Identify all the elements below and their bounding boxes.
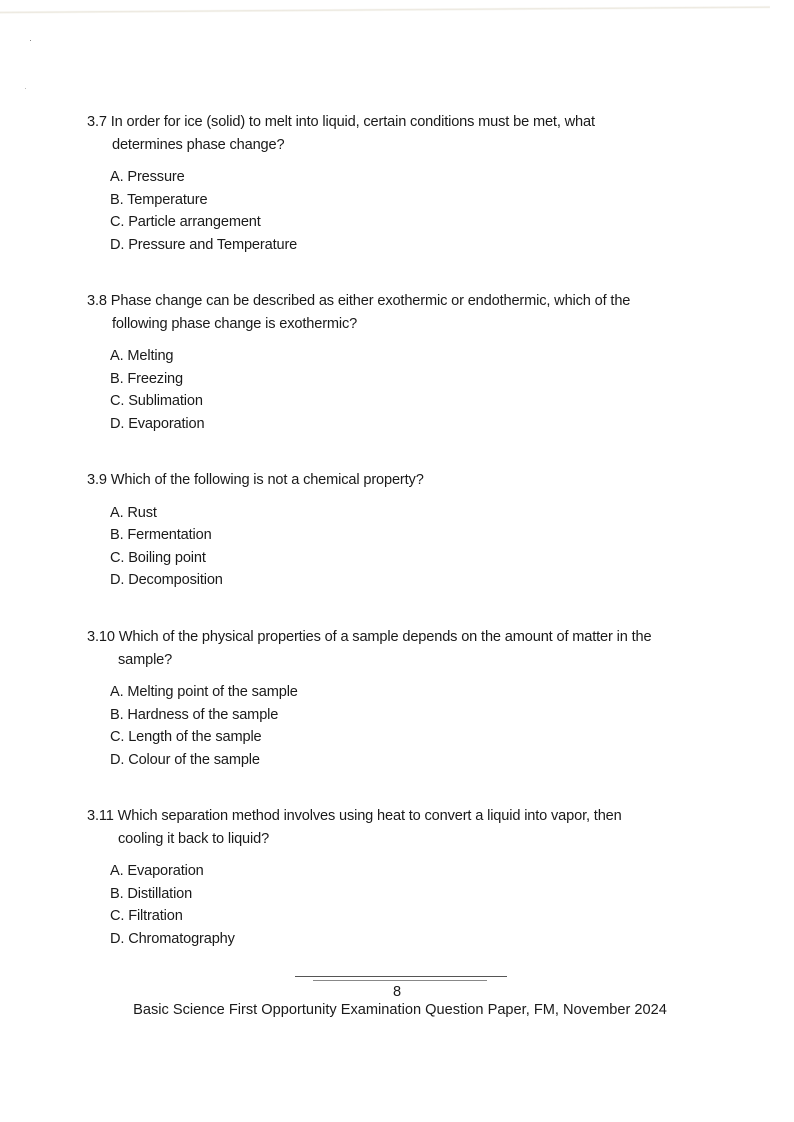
question-number: 3.8 bbox=[87, 293, 107, 309]
scan-edge-artifact bbox=[0, 6, 770, 14]
option-d: D. Decomposition bbox=[110, 572, 223, 589]
answer-options bbox=[110, 166, 595, 256]
question-number: 3.11 bbox=[87, 808, 114, 824]
question-stem-continued: determines phase change? bbox=[112, 136, 285, 153]
option-a: A. Rust bbox=[110, 504, 157, 521]
option-a: A. Pressure bbox=[110, 169, 185, 185]
page-number: 8 bbox=[392, 984, 402, 1000]
option-a: A. Melting bbox=[110, 348, 174, 364]
answer-options bbox=[110, 681, 651, 771]
question-3-11 bbox=[87, 805, 622, 950]
option-c: C. Particle arrangement bbox=[110, 214, 261, 231]
option-c: C. Length of the sample bbox=[110, 729, 262, 746]
option-b: B. Fermentation bbox=[110, 527, 212, 544]
footer-caption: Basic Science First Opportunity Examination Question Paper, FM, November 2024 bbox=[133, 1002, 667, 1018]
option-a: A. Evaporation bbox=[110, 863, 204, 879]
option-b: B. Temperature bbox=[110, 191, 208, 208]
question-number: 3.7 bbox=[87, 114, 107, 130]
answer-options bbox=[110, 860, 622, 950]
option-d: D. Colour of the sample bbox=[110, 751, 260, 768]
question-stem: In order for ice (solid) to melt into liquid, certain conditions must be met, what bbox=[110, 114, 595, 130]
question-stem-continued: following phase change is exothermic? bbox=[112, 315, 358, 332]
question-stem: Which of the physical properties of a sample depends on the amount of matter in the bbox=[118, 629, 652, 645]
footer-divider bbox=[313, 980, 487, 981]
answer-options bbox=[110, 345, 630, 435]
scan-speck bbox=[30, 40, 31, 41]
option-d: D. Pressure and Temperature bbox=[110, 236, 298, 253]
question-stem-continued: cooling it back to liquid? bbox=[118, 830, 270, 847]
option-b: B. Distillation bbox=[110, 885, 193, 902]
question-number: 3.10 bbox=[87, 629, 115, 645]
question-stem: Which separation method involves using heat to convert a liquid into vapor, then bbox=[117, 808, 622, 824]
question-3-10 bbox=[87, 626, 651, 771]
question-stem-continued: sample? bbox=[118, 651, 173, 668]
scan-speck bbox=[25, 88, 26, 89]
answer-options bbox=[110, 502, 424, 592]
question-stem: Phase change can be described as either exothermic or endothermic, which of the bbox=[110, 293, 631, 309]
option-c: C. Filtration bbox=[110, 908, 183, 925]
option-b: B. Freezing bbox=[110, 370, 183, 387]
option-c: C. Boiling point bbox=[110, 549, 206, 566]
question-3-8 bbox=[87, 290, 630, 435]
footer-divider bbox=[295, 976, 507, 977]
option-c: C. Sublimation bbox=[110, 393, 203, 410]
question-3-7 bbox=[87, 111, 595, 256]
option-d: D. Evaporation bbox=[110, 415, 205, 432]
option-d: D. Chromatography bbox=[110, 930, 235, 947]
question-stem: Which of the following is not a chemical property? bbox=[110, 472, 424, 488]
question-number: 3.9 bbox=[87, 472, 107, 488]
question-3-9 bbox=[87, 469, 424, 592]
option-b: B. Hardness of the sample bbox=[110, 706, 279, 723]
option-a: A. Melting point of the sample bbox=[110, 684, 298, 700]
